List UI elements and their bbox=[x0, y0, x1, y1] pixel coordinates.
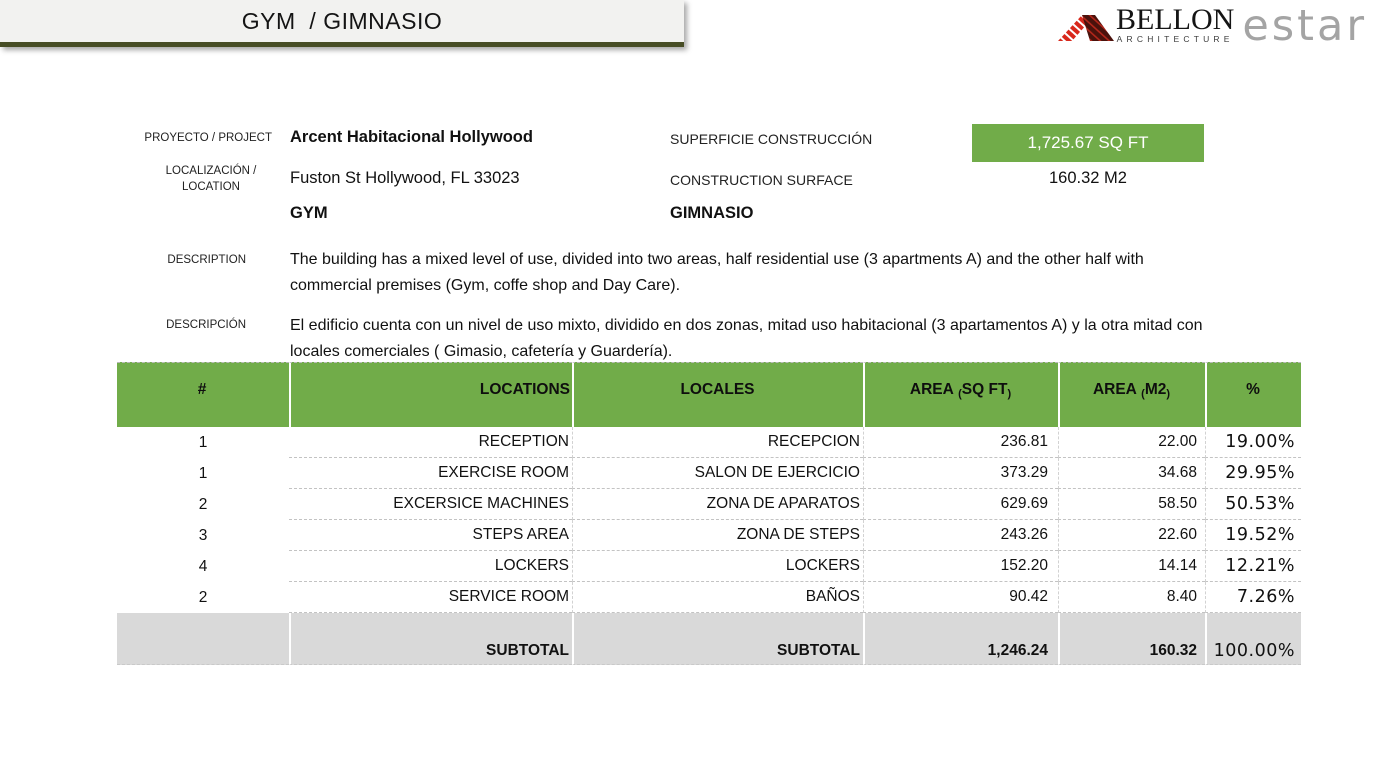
cell-location-es: SALON DE EJERCICIO bbox=[572, 458, 863, 489]
cell-area-sqft: 373.29 bbox=[863, 458, 1058, 489]
estar-logo: estar bbox=[1242, 1, 1368, 51]
cell-location-es: ZONA DE APARATOS bbox=[572, 489, 863, 520]
cell-area-m2: 8.40 bbox=[1058, 582, 1205, 613]
cell-location-en: LOCKERS bbox=[289, 551, 572, 582]
table-row bbox=[117, 489, 1301, 520]
cell-location-en: RECEPTION bbox=[289, 427, 572, 458]
cell-area-sqft: 90.42 bbox=[863, 582, 1058, 613]
cell-percent: 12.21% bbox=[1205, 551, 1301, 582]
subtotal-label-en: SUBTOTAL bbox=[289, 613, 572, 665]
cell-count: 2 bbox=[198, 588, 208, 606]
header-number: # bbox=[117, 362, 289, 427]
location-value: Fuston St Hollywood, FL 33023 bbox=[290, 169, 520, 187]
label-description-es: DESCRIPCIÓN bbox=[166, 319, 246, 331]
cell-percent: 50.53% bbox=[1205, 489, 1301, 520]
cell-location-en: EXCERSICE MACHINES bbox=[289, 489, 572, 520]
areas-table bbox=[117, 362, 1301, 665]
cell-count: 1 bbox=[198, 464, 208, 482]
label-localizacion-line1: LOCALIZACIÓN / bbox=[165, 165, 257, 177]
cell-location-es: ZONA DE STEPS bbox=[572, 520, 863, 551]
label-localizacion-location bbox=[150, 163, 272, 195]
subtotal-area-m2: 160.32 bbox=[1058, 613, 1205, 665]
cell-percent: 7.26% bbox=[1205, 582, 1301, 613]
header-area-sqft: AREA (SQ FT) bbox=[863, 362, 1058, 427]
area-name-es: GIMNASIO bbox=[670, 204, 754, 222]
header-percent: % bbox=[1205, 362, 1301, 427]
table-row bbox=[117, 458, 1301, 489]
surface-m2-value: 160.32 M2 bbox=[1049, 169, 1127, 187]
table-header-row bbox=[117, 362, 1301, 427]
table-row bbox=[117, 427, 1301, 458]
cell-area-sqft: 152.20 bbox=[863, 551, 1058, 582]
cell-percent: 29.95% bbox=[1205, 458, 1301, 489]
table-row bbox=[117, 551, 1301, 582]
cell-location-en: STEPS AREA bbox=[289, 520, 572, 551]
cell-percent: 19.52% bbox=[1205, 520, 1301, 551]
cell-area-m2: 14.14 bbox=[1058, 551, 1205, 582]
description-text-en: The building has a mixed level of use, divided into two areas, half residential use (3 apartments A) and the other half with commercial premises (Gym, coffe shop and Day Care). bbox=[290, 251, 1144, 294]
cell-area-m2: 22.60 bbox=[1058, 520, 1205, 551]
cell-percent: 19.00% bbox=[1205, 427, 1301, 458]
header-locales: LOCALES bbox=[572, 362, 863, 427]
cell-area-sqft: 243.26 bbox=[863, 520, 1058, 551]
cell-location-es: LOCKERS bbox=[572, 551, 863, 582]
logo-row bbox=[1058, 1, 1368, 51]
cell-area-m2: 22.00 bbox=[1058, 427, 1205, 458]
area-name-en: GYM bbox=[290, 204, 328, 222]
subtotal-row bbox=[117, 613, 1301, 665]
label-description-en: DESCRIPTION bbox=[167, 254, 246, 266]
subtotal-percent: 100.00% bbox=[1205, 613, 1301, 665]
cell-location-es: BAÑOS bbox=[572, 582, 863, 613]
label-construction-surface: CONSTRUCTION SURFACE bbox=[670, 172, 853, 188]
project-name-value: Arcent Habitacional Hollywood bbox=[290, 128, 533, 146]
bellon-wordmark bbox=[1116, 3, 1235, 44]
subtotal-area-sqft: 1,246.24 bbox=[863, 613, 1058, 665]
table-row bbox=[117, 582, 1301, 613]
cell-area-m2: 58.50 bbox=[1058, 489, 1205, 520]
label-superficie-construccion: SUPERFICIE CONSTRUCCIÓN bbox=[670, 131, 873, 147]
cell-area-m2: 34.68 bbox=[1058, 458, 1205, 489]
title-bar bbox=[0, 0, 684, 47]
subtotal-label-es: SUBTOTAL bbox=[572, 613, 863, 665]
table-row bbox=[117, 520, 1301, 551]
cell-area-sqft: 629.69 bbox=[863, 489, 1058, 520]
cell-count: 1 bbox=[198, 433, 208, 451]
cell-area-sqft: 236.81 bbox=[863, 427, 1058, 458]
page-title: GYM / GIMNASIO bbox=[241, 8, 443, 34]
bellon-logo bbox=[1058, 3, 1235, 44]
bellon-name: BELLON bbox=[1116, 3, 1235, 36]
cell-location-en: EXERCISE ROOM bbox=[289, 458, 572, 489]
bellon-architecture-label: ARCHITECTURE bbox=[1116, 34, 1234, 44]
header-locations: LOCATIONS bbox=[289, 362, 572, 427]
label-proyecto-project: PROYECTO / PROJECT bbox=[144, 132, 272, 144]
description-text-es: El edificio cuenta con un nivel de uso mixto, dividido en dos zonas, mitad uso habitacional (3 apartamentos A) y la otra mitad con locales comerciales ( Gimasio, cafetería y Guardería). bbox=[290, 317, 1203, 360]
cell-location-en: SERVICE ROOM bbox=[289, 582, 572, 613]
header-area-m2: AREA (M2) bbox=[1058, 362, 1205, 427]
cell-count: 2 bbox=[198, 495, 208, 513]
bellon-roof-icon bbox=[1058, 12, 1114, 44]
cell-location-es: RECEPCION bbox=[572, 427, 863, 458]
surface-sqft-highlight: 1,725.67 SQ FT bbox=[972, 124, 1204, 162]
cell-count: 4 bbox=[198, 557, 208, 575]
cell-count: 3 bbox=[198, 526, 208, 544]
label-localizacion-line2: LOCATION bbox=[182, 181, 240, 193]
subtotal-empty-cell bbox=[117, 613, 289, 665]
